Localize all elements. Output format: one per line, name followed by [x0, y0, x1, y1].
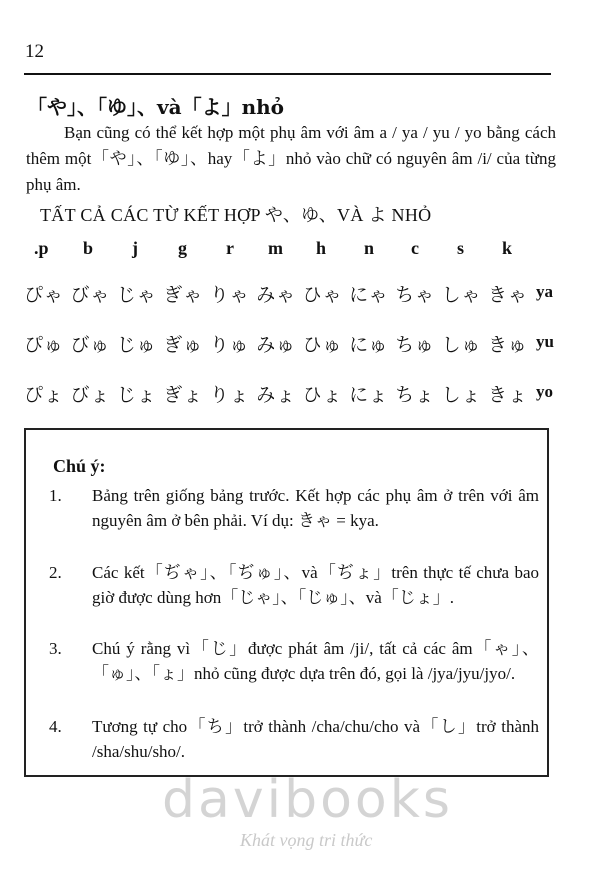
consonant-label: r: [226, 238, 234, 258]
romaji-suffix: ya: [536, 282, 553, 301]
note-item-1: [49, 483, 539, 533]
note-item-3: [49, 636, 539, 686]
consonant-label: c: [411, 238, 419, 258]
consonant-label: k: [502, 238, 513, 258]
kana-sequence: ぴょ びょ じょ ぎょ りょ みょ ひょ にょ ちょ しょ きょ: [24, 384, 528, 406]
note-number: 3.: [49, 639, 62, 658]
note-number: 4.: [49, 717, 62, 736]
note-box: [24, 428, 549, 777]
note-number: 2.: [49, 563, 62, 582]
note-number: 1.: [49, 486, 62, 505]
consonant-label: j: [132, 238, 138, 258]
kana-row-ya: [24, 280, 564, 310]
watermark-brand: davibooks: [162, 770, 453, 830]
consonant-label: s: [457, 238, 465, 258]
intro-text: Bạn cũng có thể kết hợp một phụ âm với âm a / ya / yu / yo bằng cách thêm một「や」、「ゆ」、hay「よ」nhỏ vào chữ có nguyên âm /i/ của từng phụ âm.: [26, 123, 556, 194]
kana-row-yo: [24, 380, 564, 410]
consonant-label: b: [83, 238, 94, 258]
romaji-suffix: yu: [536, 332, 554, 351]
watermark-tagline: Khát vọng tri thức: [240, 830, 373, 850]
table-subheading: TẤT CẢ CÁC TỪ KẾT HỢP や、ゆ、VÀ よ NHỎ: [40, 205, 432, 225]
note-title: Chú ý:: [53, 456, 106, 476]
consonant-header-row: [26, 238, 526, 262]
consonant-label: n: [364, 238, 375, 258]
note-text: Bảng trên giống bảng trước. Kết hợp các phụ âm ở trên với âm nguyên âm ở bên phải. Ví dụ: きゃ = kya.: [92, 486, 539, 530]
consonant-label: h: [316, 238, 327, 258]
intro-paragraph: [26, 120, 556, 198]
note-text: Tương tự cho「ち」trở thành /cha/chu/cho và「し」trở thành /sha/shu/sho/.: [92, 717, 539, 761]
romaji-suffix: yo: [536, 382, 553, 401]
consonant-label: .p: [34, 238, 49, 258]
page-number: 12: [25, 41, 44, 62]
kana-row-yu: [24, 330, 564, 360]
consonant-label: g: [178, 238, 187, 258]
kana-sequence: ぴゃ びゃ じゃ ぎゃ りゃ みゃ ひゃ にゃ ちゃ しゃ きゃ: [24, 284, 528, 306]
consonant-label: m: [268, 238, 283, 258]
section-heading: 「や」、「ゆ」、và「よ」nhỏ: [27, 95, 285, 119]
note-text: Chú ý rằng vì「じ」được phát âm /ji/, tất cả các âm「ゃ」、「ゅ」、「ょ」nhỏ cũng được dựa trên đó, gọi là /jya/jyu/jyo/.: [92, 639, 539, 683]
kana-sequence: ぴゅ びゅ じゅ ぎゅ りゅ みゅ ひゅ にゅ ちゅ しゅ きゅ: [24, 334, 528, 356]
note-text: Các kết「ぢゃ」、「ぢゅ」、và「ぢょ」trên thực tế chưa bao giờ được dùng hơn「じゃ」、「じゅ」、và「じょ」.: [92, 563, 539, 607]
header-rule: [24, 73, 551, 75]
note-item-4: [49, 714, 539, 764]
note-item-2: [49, 560, 539, 610]
